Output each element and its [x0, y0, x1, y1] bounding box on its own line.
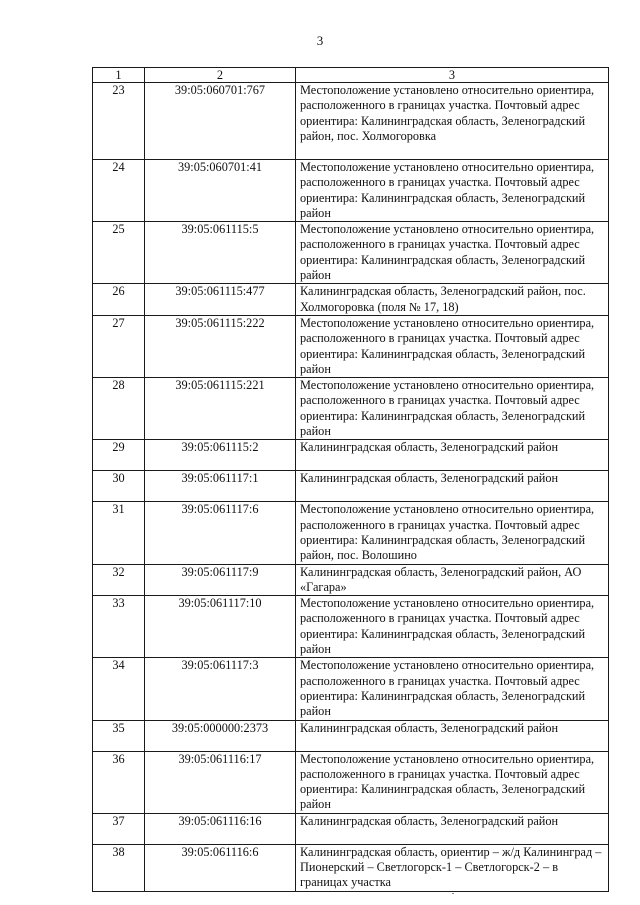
row-number: 23 [93, 83, 145, 160]
table-row [93, 564, 609, 596]
cadastral-number: 39:05:061115:5 [145, 222, 296, 284]
location-description: Калининградская область, Зеленоградский район, АО «Гагара» [296, 564, 609, 596]
location-description: Местоположение установлено относительно ориентира, расположенного в границах участка. Почтовый адрес ориентира: Калининградская область, Зеленоградский район, пос. Волошино [296, 502, 609, 564]
column-header-cadastral: 2 [145, 68, 296, 83]
location-description: Местоположение установлено относительно ориентира, расположенного в границах участка. Почтовый адрес ориентира: Калининградская область, Зеленоградский район [296, 315, 609, 377]
location-description: Местоположение установлено относительно ориентира, расположенного в границах участка. Почтовый адрес ориентира: Калининградская область, Зеленоградский район [296, 658, 609, 720]
land-plots-table [92, 67, 609, 892]
location-description: Местоположение установлено относительно ориентира, расположенного в границах участка. Почтовый адрес ориентира: Калининградская область, Зеленоградский район [296, 596, 609, 658]
table-row [93, 440, 609, 471]
table-row [93, 222, 609, 284]
table-row [93, 658, 609, 720]
row-number: 30 [93, 471, 145, 502]
row-number: 35 [93, 720, 145, 751]
row-number: 34 [93, 658, 145, 720]
location-description: Калининградская область, Зеленоградский район [296, 440, 609, 471]
table-row [93, 284, 609, 316]
cadastral-number: 39:05:061116:17 [145, 751, 296, 813]
row-number: 31 [93, 502, 145, 564]
cadastral-number: 39:05:061116:6 [145, 844, 296, 891]
cadastral-number: 39:05:060701:767 [145, 83, 296, 160]
table-row [93, 160, 609, 222]
column-header-location: 3 [296, 68, 609, 83]
location-description: Местоположение установлено относительно ориентира, расположенного в границах участка. Почтовый адрес ориентира: Калининградская область, Зеленоградский район [296, 378, 609, 440]
location-description: Местоположение установлено относительно ориентира, расположенного в границах участка. Почтовый адрес ориентира: Калининградская область, Зеленоградский район [296, 160, 609, 222]
row-number: 32 [93, 564, 145, 596]
row-number: 38 [93, 844, 145, 891]
row-number: 25 [93, 222, 145, 284]
page-number: 3 [316, 33, 324, 48]
location-description: Калининградская область, ориентир – ж/д Калининград – Пионерский – Светлогорск-1 – Светлогорск-2 – в границах участка [296, 844, 609, 891]
table-row [93, 813, 609, 844]
table-header-row [93, 68, 609, 83]
cadastral-number: 39:05:060701:41 [145, 160, 296, 222]
table-row [93, 751, 609, 813]
row-number: 24 [93, 160, 145, 222]
cadastral-number: 39:05:061117:9 [145, 564, 296, 596]
cadastral-number: 39:05:061115:221 [145, 378, 296, 440]
location-description: Калининградская область, Зеленоградский район [296, 720, 609, 751]
scan-speck [452, 893, 454, 894]
row-number: 26 [93, 284, 145, 316]
location-description: Местоположение установлено относительно ориентира, расположенного в границах участка. Почтовый адрес ориентира: Калининградская область, Зеленоградский район [296, 222, 609, 284]
cadastral-number: 39:05:061117:3 [145, 658, 296, 720]
table-row [93, 315, 609, 377]
table-row [93, 596, 609, 658]
table-row [93, 502, 609, 564]
row-number: 27 [93, 315, 145, 377]
cadastral-number: 39:05:061117:6 [145, 502, 296, 564]
location-description: Калининградская область, Зеленоградский район, пос. Холмогоровка (поля № 17, 18) [296, 284, 609, 316]
location-description: Местоположение установлено относительно ориентира, расположенного в границах участка. Почтовый адрес ориентира: Калининградская область, Зеленоградский район [296, 751, 609, 813]
cadastral-number: 39:05:061115:477 [145, 284, 296, 316]
row-number: 37 [93, 813, 145, 844]
table-row [93, 83, 609, 160]
cadastral-number: 39:05:061115:222 [145, 315, 296, 377]
cadastral-number: 39:05:061116:16 [145, 813, 296, 844]
row-number: 33 [93, 596, 145, 658]
table-row [93, 471, 609, 502]
column-header-number: 1 [93, 68, 145, 83]
cadastral-number: 39:05:061117:1 [145, 471, 296, 502]
row-number: 28 [93, 378, 145, 440]
table-row [93, 844, 609, 891]
cadastral-number: 39:05:000000:2373 [145, 720, 296, 751]
table-row [93, 378, 609, 440]
location-description: Местоположение установлено относительно ориентира, расположенного в границах участка. Почтовый адрес ориентира: Калининградская область, Зеленоградский район, пос. Холмогоровка [296, 83, 609, 160]
location-description: Калининградская область, Зеленоградский район [296, 813, 609, 844]
cadastral-number: 39:05:061117:10 [145, 596, 296, 658]
row-number: 36 [93, 751, 145, 813]
cadastral-number: 39:05:061115:2 [145, 440, 296, 471]
row-number: 29 [93, 440, 145, 471]
location-description: Калининградская область, Зеленоградский район [296, 471, 609, 502]
table-row [93, 720, 609, 751]
